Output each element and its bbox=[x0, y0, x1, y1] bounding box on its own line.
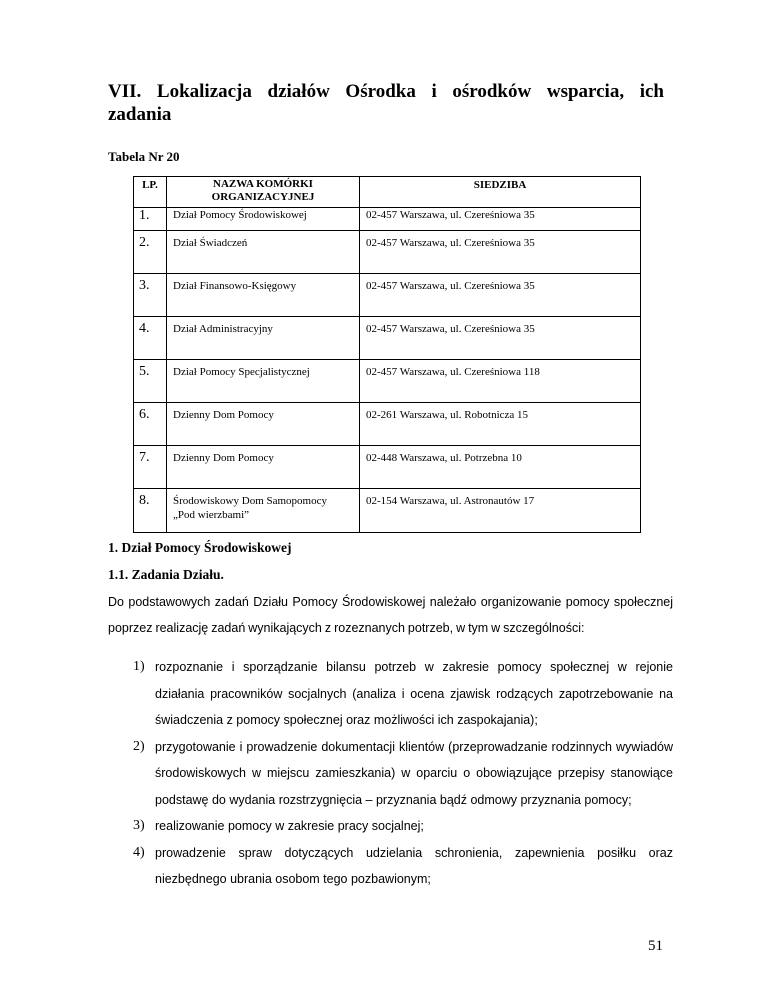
page-number: 51 bbox=[648, 938, 663, 954]
header-name-line-2: ORGANIZACYJNEJ bbox=[211, 191, 315, 203]
list-item-text: przygotowanie i prowadzenie dokumentacji klientów (przeprowadzanie rodzinnych wywiadów środowiskowych w miejscu zamieszkania) w oparciu o obowiązujące przepisy stanowiące podstawę do wydania rozstrzygnięcia – przyznania bądź odmowy przyznania pomocy; bbox=[155, 739, 673, 807]
cell-seat: 02-457 Warszawa, ul. Czereśniowa 35 bbox=[360, 274, 641, 317]
list-marker: 2) bbox=[133, 738, 145, 754]
tasks-list bbox=[133, 654, 673, 893]
cell-lp: 8. bbox=[134, 489, 167, 533]
header-name-line-1: NAZWA KOMÓRKI bbox=[213, 178, 313, 190]
chapter-title-line-2: zadania bbox=[108, 104, 172, 125]
cell-seat: 02-457 Warszawa, ul. Czereśniowa 35 bbox=[360, 208, 641, 231]
table-header-row bbox=[134, 177, 641, 208]
table-row bbox=[134, 274, 641, 317]
cell-name: Dział Pomocy Specjalistycznej bbox=[167, 360, 360, 403]
table-row bbox=[134, 317, 641, 360]
cell-name-line-1: Środowiskowy Dom Samopomocy bbox=[173, 495, 327, 507]
chapter-title bbox=[108, 80, 664, 126]
units-table bbox=[133, 176, 641, 533]
cell-name: Dzienny Dom Pomocy bbox=[167, 403, 360, 446]
header-seat: SIEDZIBA bbox=[360, 177, 641, 208]
chapter-title-line-1: VII. Lokalizacja działów Ośrodka i ośrodków wsparcia, ich bbox=[108, 81, 664, 102]
list-item bbox=[133, 840, 673, 893]
cell-lp: 6. bbox=[134, 403, 167, 446]
table-row bbox=[134, 489, 641, 533]
cell-name bbox=[167, 489, 360, 533]
cell-seat: 02-457 Warszawa, ul. Czereśniowa 35 bbox=[360, 231, 641, 274]
header-lp: LP. bbox=[134, 177, 167, 208]
table-row bbox=[134, 208, 641, 231]
table-row bbox=[134, 446, 641, 489]
cell-name: Dział Świadczeń bbox=[167, 231, 360, 274]
list-item-text: rozpoznanie i sporządzanie bilansu potrzeb w zakresie pomocy społecznej w rejonie działania pracowników socjalnych (analiza i ocena zjawisk rodzących zapotrzebowanie na świadczenia z pomocy społecznej oraz możliwości ich zaspokajania); bbox=[155, 660, 673, 727]
intro-paragraph: Do podstawowych zadań Działu Pomocy Środowiskowej należało organizowanie pomocy społecznej poprzez realizację zadań wynikających z rozeznanych potrzeb, w tym w szczególności: bbox=[108, 595, 673, 635]
table-row bbox=[134, 231, 641, 274]
cell-lp: 5. bbox=[134, 360, 167, 403]
list-marker: 4) bbox=[133, 844, 145, 860]
cell-lp: 4. bbox=[134, 317, 167, 360]
list-item bbox=[133, 654, 673, 734]
cell-name: Dział Administracyjny bbox=[167, 317, 360, 360]
list-item-text: realizowanie pomocy w zakresie pracy socjalnej; bbox=[155, 819, 424, 833]
cell-seat: 02-457 Warszawa, ul. Czereśniowa 118 bbox=[360, 360, 641, 403]
list-item-text: prowadzenie spraw dotyczących udzielania schronienia, zapewnienia posiłku oraz niezbędnego ubrania osobom tego pozbawionym; bbox=[155, 845, 673, 886]
list-item bbox=[133, 734, 673, 814]
table-row bbox=[134, 403, 641, 446]
table-row bbox=[134, 360, 641, 403]
cell-seat: 02-154 Warszawa, ul. Astronautów 17 bbox=[360, 489, 641, 533]
cell-seat: 02-261 Warszawa, ul. Robotnicza 15 bbox=[360, 403, 641, 446]
cell-lp: 3. bbox=[134, 274, 167, 317]
cell-name: Dział Pomocy Środowiskowej bbox=[167, 208, 360, 231]
cell-lp: 1. bbox=[134, 208, 167, 231]
list-item bbox=[133, 813, 673, 840]
cell-name-line-2: „Pod wierzbami” bbox=[173, 509, 250, 521]
cell-lp: 7. bbox=[134, 446, 167, 489]
cell-name: Dzienny Dom Pomocy bbox=[167, 446, 360, 489]
cell-seat: 02-448 Warszawa, ul. Potrzebna 10 bbox=[360, 446, 641, 489]
section-heading: 1. Dział Pomocy Środowiskowej bbox=[108, 540, 292, 555]
table-label: Tabela Nr 20 bbox=[108, 149, 180, 164]
cell-seat: 02-457 Warszawa, ul. Czereśniowa 35 bbox=[360, 317, 641, 360]
section-subheading: 1.1. Zadania Działu. bbox=[108, 567, 224, 582]
header-name bbox=[167, 177, 360, 208]
list-marker: 1) bbox=[133, 659, 145, 674]
cell-name: Dział Finansowo-Księgowy bbox=[167, 274, 360, 317]
cell-lp: 2. bbox=[134, 231, 167, 274]
list-marker: 3) bbox=[133, 818, 145, 833]
